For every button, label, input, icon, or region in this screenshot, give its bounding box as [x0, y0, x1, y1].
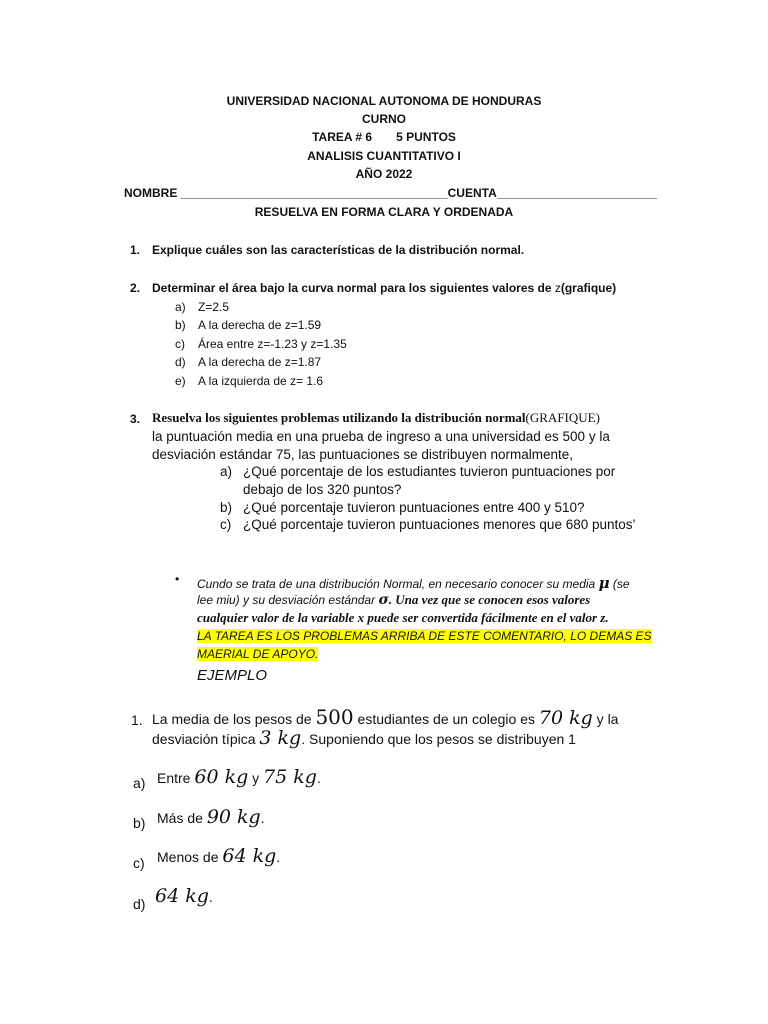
q2-item-letter: e) [175, 374, 186, 388]
math-3kg: 3 kg [259, 727, 302, 749]
example-d-dot: . [208, 889, 213, 905]
q2-item-text: A la derecha de z=1.59 [198, 318, 322, 332]
comment-line1-text: Cundo se trata de una distribución Normal, en necesario conocer su media [197, 577, 599, 591]
q1-text: Explique cuáles son las características de la distribución normal. [152, 243, 525, 257]
q3-title-end: (GRAFIQUE) [525, 410, 600, 425]
name-account-line [124, 186, 657, 200]
q3-title [152, 410, 600, 426]
q3-title-main: Resuelva los siguientes problemas utilizando la distribución normal [152, 410, 526, 425]
example-b-letter: b) [133, 815, 146, 831]
name-label: NOMBRE [124, 186, 178, 200]
mu-symbol: μ [598, 574, 610, 592]
q3-statement-line2: desviación estándar 75, las puntuaciones se distribuyen normalmente, [152, 447, 573, 462]
task-line [0, 130, 768, 144]
highlight-text: MAERIAL DE APOYO. [197, 647, 319, 661]
example-line2-end: . Suponiendo que los pesos se distribuyen 1 [301, 731, 576, 747]
math-64kg: 64 kg [155, 885, 209, 907]
university-title: UNIVERSIDAD NACIONAL AUTONOMA DE HONDURAS [226, 94, 542, 108]
example-c-letter: c) [133, 855, 145, 871]
example-c-text [157, 845, 280, 867]
example-line1-end: y la [592, 711, 619, 727]
name-blank: ________________________________________ [180, 186, 448, 200]
example-b-text [157, 806, 265, 828]
math-90kg: 90 kg [206, 806, 261, 828]
highlight-text: LA TAREA ES LOS PROBLEMAS ARRIBA DE ESTE COMENTARIO, LO DEMAS ES [197, 629, 652, 643]
course-title: ANALISIS CUANTITATIVO I [307, 149, 461, 163]
comment-line2-text: lee miu) y su desviación estándar [197, 593, 379, 607]
comment-line1 [197, 574, 630, 592]
example-line2 [152, 727, 576, 749]
example-a-label: Entre [157, 770, 195, 786]
q2-text-main: Determinar el área bajo la curva normal para los siguientes valores de [152, 281, 555, 295]
comment-line3: cualquier valor de la variable x puede ser convertida fácilmente en el valor z. [197, 610, 609, 625]
q3-item-text: ¿Qué porcentaje tuvieron puntuaciones menores que 680 puntos’ [243, 517, 636, 532]
math-70kg: 70 kg [538, 707, 593, 729]
q3-statement-line1: la puntuación media en una prueba de ingreso a una universidad es 500 y la [152, 429, 610, 444]
comment-bullet: • [175, 572, 180, 586]
sigma-symbol: σ [378, 592, 389, 608]
q2-text [152, 281, 616, 295]
task-label: TAREA # 6 [312, 130, 373, 144]
q2-z: z [554, 281, 561, 295]
account-label: CUENTA [447, 186, 497, 200]
q2-item-letter: c) [175, 337, 185, 351]
q2-item-letter: b) [175, 318, 186, 332]
math-60kg: 60 kg [194, 766, 249, 788]
math-75kg: 75 kg [263, 766, 317, 788]
q3-number: 3. [130, 412, 141, 426]
example-line1-text: La media de los pesos de [152, 711, 316, 727]
q2-item-letter: a) [175, 300, 186, 314]
example-d-letter: d) [133, 896, 146, 912]
account-blank: ________________________ [496, 186, 657, 200]
math-500: 500 [315, 705, 354, 729]
year-title: AÑO 2022 [355, 167, 413, 181]
center-title: CURNO [362, 112, 406, 126]
q2-item-text: Área entre z=-1.23 y z=1.35 [198, 337, 347, 351]
q1-number: 1. [130, 243, 141, 257]
example-c-label: Menos de [157, 849, 223, 865]
q2-item-text: A la derecha de z=1.87 [198, 355, 322, 369]
comment-line2 [197, 592, 590, 608]
comment-line1-end: (se [609, 577, 630, 591]
points-label: 5 PUNTOS [396, 130, 456, 144]
example-d-text [155, 885, 213, 907]
highlight-note-line2 [197, 647, 318, 661]
example-c-dot: . [276, 849, 281, 865]
q2-number: 2. [130, 281, 141, 295]
q3-item-text-cont: debajo de los 320 puntos? [243, 482, 402, 497]
example-a-letter: a) [133, 775, 146, 791]
example-b-dot: . [260, 810, 265, 826]
example-heading: EJEMPLO [197, 667, 268, 684]
example-line2-text: desviación típica [152, 731, 260, 747]
math-64kg: 64 kg [222, 845, 277, 867]
example-a-text [157, 766, 321, 788]
example-line1 [152, 705, 618, 729]
q2-text-end: (grafique) [560, 281, 617, 295]
q2-item-text: Z=2.5 [198, 300, 230, 314]
q3-item-text: ¿Qué porcentaje tuvieron puntuaciones entre 400 y 510? [243, 500, 585, 515]
q2-item-letter: d) [175, 355, 186, 369]
q3-item-letter: a) [220, 464, 233, 479]
highlight-note-line1 [197, 629, 652, 643]
example-b-label: Más de [157, 810, 207, 826]
example-a-and: y [248, 770, 264, 786]
q3-item-letter: c) [220, 517, 232, 532]
example-number: 1. [131, 712, 143, 728]
instruction: RESUELVA EN FORMA CLARA Y ORDENADA [254, 205, 514, 219]
q3-item-letter: b) [220, 500, 233, 515]
comment-line2-end: . Una vez que se conocen esos valores [388, 592, 591, 607]
q3-item-text: ¿Qué porcentaje de los estudiantes tuvieron puntuaciones por [243, 464, 616, 479]
example-a-dot: . [316, 770, 321, 786]
q2-item-text: A la izquierda de z= 1.6 [198, 374, 324, 388]
example-line1-text2: estudiantes de un colegio es [353, 711, 539, 727]
